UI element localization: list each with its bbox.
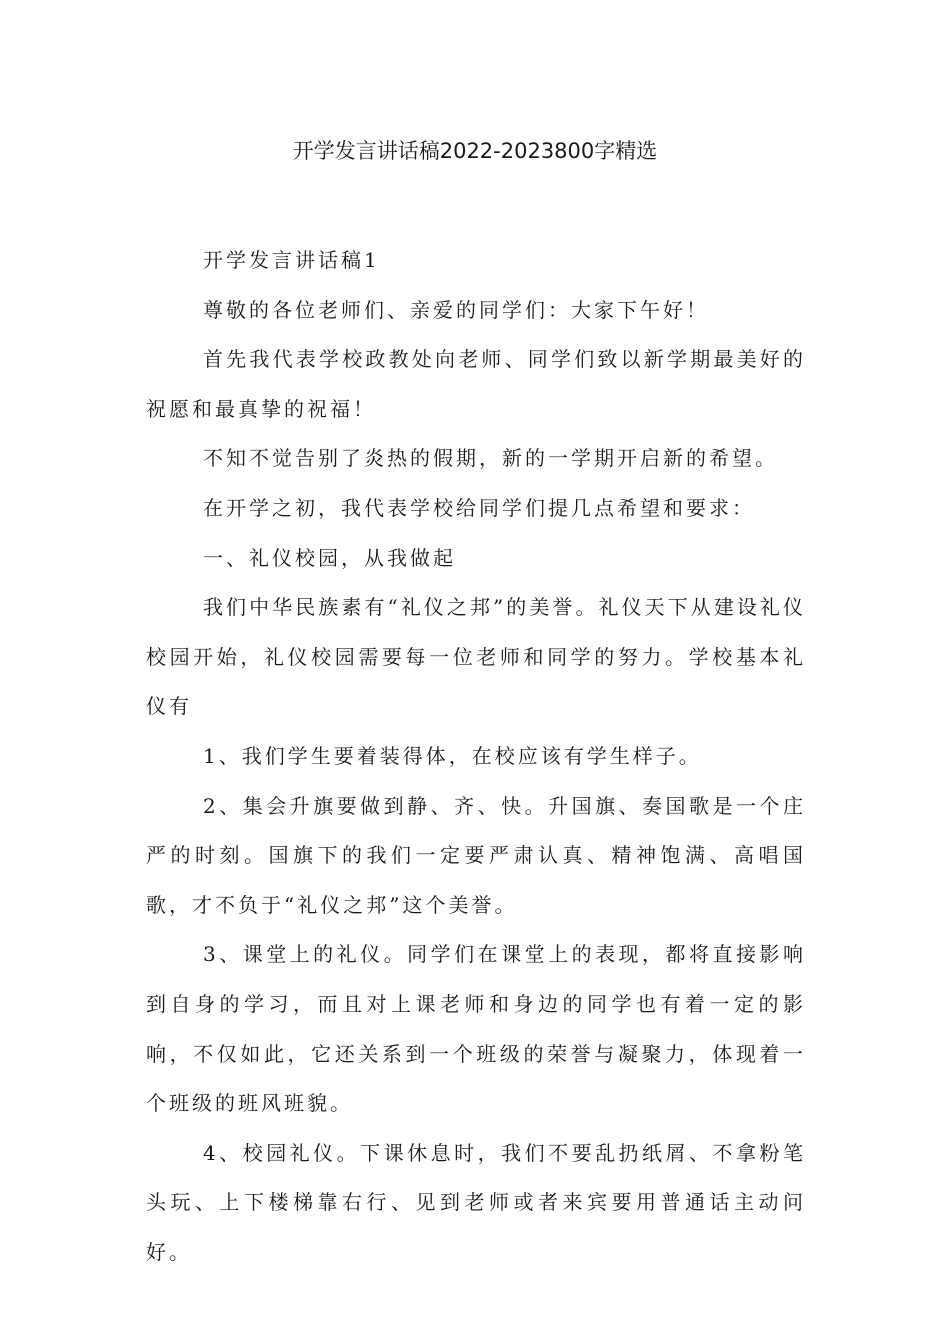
paragraph: 不知不觉告别了炎热的假期，新的一学期开启新的希望。	[203, 446, 778, 471]
list-item: 4、校园礼仪。下课休息时，我们不要乱扔纸屑、不拿粉笔头玩、上下楼梯靠右行、见到老师或者来宾要用普通话主动问好。	[146, 1140, 806, 1264]
paragraph: 首先我代表学校政教处向老师、同学们致以新学期最美好的祝愿和最真挚的祝福！	[146, 347, 806, 421]
subsection-heading: 一、礼仪校园，从我做起	[203, 545, 456, 570]
document-body	[146, 236, 806, 1277]
list-item: 2、集会升旗要做到静、齐、快。升国旗、奏国歌是一个庄严的时刻。国旗下的我们一定要严肃认真、精神饱满、高唱国歌，才不负于“礼仪之邦”这个美誉。	[146, 793, 806, 917]
list-item: 1、我们学生要着装得体，在校应该有学生样子。	[203, 743, 702, 768]
section-heading: 开学发言讲话稿1	[203, 248, 380, 272]
document-title: 开学发言讲话稿2022-2023800字精选	[292, 139, 658, 163]
list-item: 3、课堂上的礼仪。同学们在课堂上的表现，都将直接影响到自身的学习，而且对上课老师和身边的同学也有着一定的影响，不仅如此，它还关系到一个班级的荣誉与凝聚力，体现着一个班级的班风班貌。	[146, 942, 806, 1116]
paragraph: 尊敬的各位老师们、亲爱的同学们：大家下午好！	[203, 297, 709, 322]
paragraph: 在开学之初，我代表学校给同学们提几点希望和要求：	[203, 495, 755, 520]
paragraph: 我们中华民族素有“礼仪之邦”的美誉。礼仪天下从建设礼仪校园开始，礼仪校园需要每一位老师和同学的努力。学校基本礼仪有	[146, 595, 806, 719]
